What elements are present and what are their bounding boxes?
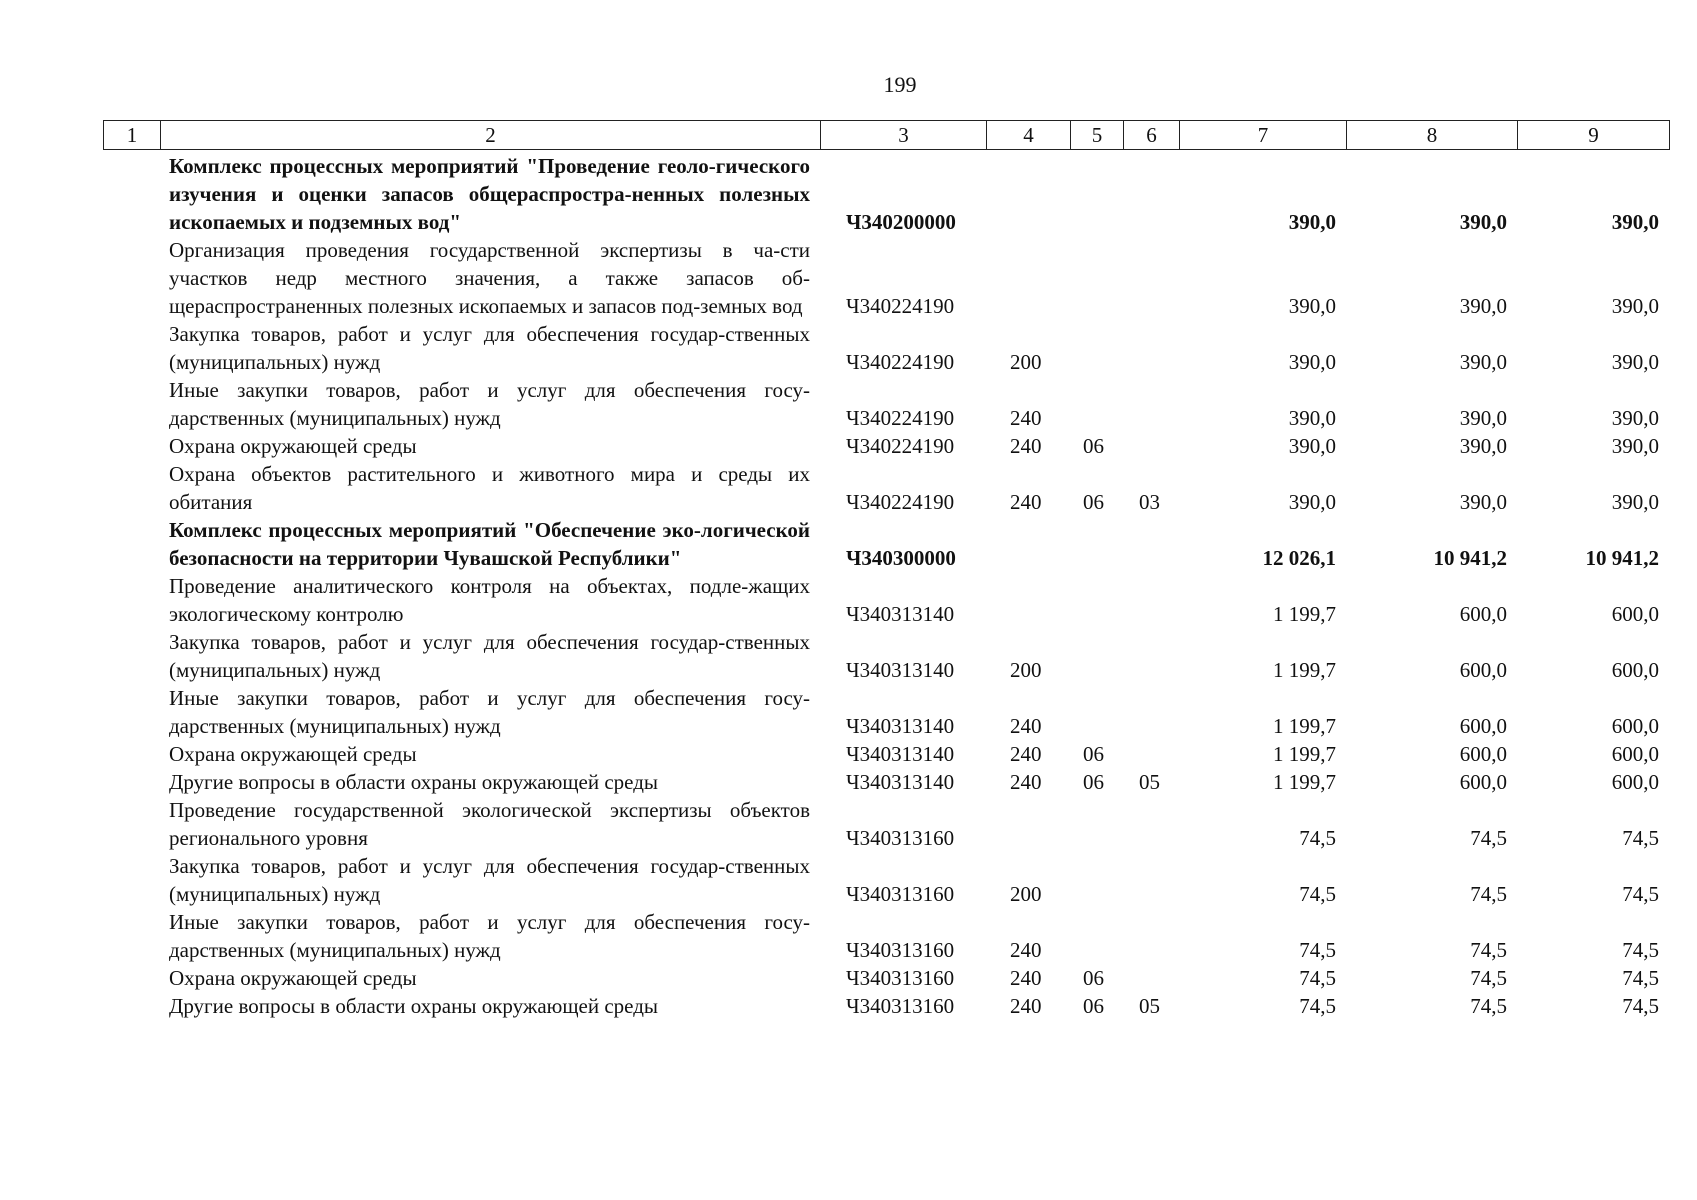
amount-col-7: 390,0: [1288, 210, 1336, 234]
amount-col-8: 390,0: [1459, 490, 1507, 514]
expense-type-code: [986, 796, 1070, 852]
budget-table: [103, 152, 1669, 1020]
section-code: 06: [1083, 490, 1104, 514]
target-article-code: Ч340224190: [846, 294, 955, 318]
expense-name: Комплекс процессных мероприятий "Проведение геоло-гического изучения и оценки запасов общераспростра-ненных полезных ископаемых и подземных вод": [169, 154, 810, 234]
column-number-1: 1: [104, 121, 161, 150]
section-code: [1070, 152, 1123, 236]
section-code: 06: [1083, 966, 1104, 990]
section-code: [1070, 908, 1123, 964]
amount-col-9: 600,0: [1611, 602, 1659, 626]
column-number-4: 4: [987, 121, 1071, 150]
expense-name: Иные закупки товаров, работ и услуг для обеспечения госу-дарственных (муниципальных) нужд: [169, 686, 810, 738]
subsection-code: 05: [1139, 994, 1160, 1018]
amount-col-9: 10 941,2: [1585, 546, 1659, 570]
expense-type-code: [986, 572, 1070, 628]
expense-type-code: 240: [1010, 938, 1042, 962]
table-row: [103, 460, 1669, 516]
column-number-8: 8: [1347, 121, 1518, 150]
amount-col-9: 390,0: [1611, 210, 1659, 234]
amount-col-7: 12 026,1: [1262, 546, 1336, 570]
amount-col-8: 390,0: [1459, 350, 1507, 374]
section-code: [1070, 684, 1123, 740]
table-row: [103, 964, 1669, 992]
subsection-code: [1123, 796, 1179, 852]
amount-col-7: 390,0: [1288, 490, 1336, 514]
amount-col-9: 600,0: [1611, 770, 1659, 794]
target-article-code: Ч340313140: [846, 714, 955, 738]
subsection-code: [1123, 628, 1179, 684]
expense-name: Иные закупки товаров, работ и услуг для обеспечения госу-дарственных (муниципальных) нужд: [169, 378, 810, 430]
amount-col-7: 1 199,7: [1273, 714, 1336, 738]
target-article-code: Ч340313140: [846, 742, 955, 766]
amount-col-7: 74,5: [1299, 938, 1336, 962]
section-code: [1070, 376, 1123, 432]
column-number-2: 2: [161, 121, 821, 150]
expense-type-code: 240: [1010, 490, 1042, 514]
amount-col-7: 74,5: [1299, 826, 1336, 850]
section-code: 06: [1083, 994, 1104, 1018]
column-number-header: [103, 120, 1670, 150]
target-article-code: Ч340313160: [846, 882, 955, 906]
target-article-code: Ч340224190: [846, 406, 955, 430]
amount-col-7: 390,0: [1288, 350, 1336, 374]
expense-type-code: 200: [1010, 350, 1042, 374]
expense-name: Охрана окружающей среды: [169, 434, 417, 458]
section-code: [1070, 516, 1123, 572]
expense-name: Организация проведения государственной экспертизы в ча-сти участков недр местного значения, а также запасов об-щераспространенных полезных ископаемых и запасов под-земных вод: [169, 238, 810, 318]
subsection-code: [1123, 376, 1179, 432]
expense-name: Другие вопросы в области охраны окружающей среды: [169, 994, 658, 1018]
section-code: [1070, 320, 1123, 376]
table-row: [103, 908, 1669, 964]
expense-type-code: 200: [1010, 882, 1042, 906]
table-row: [103, 852, 1669, 908]
expense-name: Проведение аналитического контроля на объектах, подле-жащих экологическому контролю: [169, 574, 810, 626]
table-row: [103, 320, 1669, 376]
amount-col-8: 74,5: [1470, 938, 1507, 962]
table-row: [103, 152, 1669, 236]
amount-col-8: 600,0: [1459, 714, 1507, 738]
amount-col-9: 74,5: [1622, 826, 1659, 850]
subsection-code: [1123, 432, 1179, 460]
subsection-code: [1123, 908, 1179, 964]
column-number-3: 3: [821, 121, 987, 150]
subsection-code: [1123, 152, 1179, 236]
expense-type-code: [986, 516, 1070, 572]
amount-col-7: 1 199,7: [1273, 602, 1336, 626]
amount-col-9: 390,0: [1611, 350, 1659, 374]
amount-col-9: 600,0: [1611, 658, 1659, 682]
target-article-code: Ч340313140: [846, 602, 955, 626]
expense-name: Закупка товаров, работ и услуг для обеспечения государ-ственных (муниципальных) нужд: [169, 322, 810, 374]
table-row: [103, 516, 1669, 572]
target-article-code: Ч340200000: [846, 210, 956, 234]
amount-col-9: 74,5: [1622, 882, 1659, 906]
section-code: 06: [1083, 434, 1104, 458]
amount-col-8: 74,5: [1470, 994, 1507, 1018]
expense-type-code: 240: [1010, 742, 1042, 766]
expense-type-code: 240: [1010, 406, 1042, 430]
expense-name: Закупка товаров, работ и услуг для обеспечения государ-ственных (муниципальных) нужд: [169, 854, 810, 906]
expense-name: Проведение государственной экологической экспертизы объектов регионального уровня: [169, 798, 810, 850]
subsection-code: [1123, 852, 1179, 908]
expense-type-code: 240: [1010, 714, 1042, 738]
page-number: 199: [883, 72, 917, 97]
expense-type-code: 240: [1010, 770, 1042, 794]
table-row: [103, 236, 1669, 320]
column-number-5: 5: [1071, 121, 1124, 150]
amount-col-8: 74,5: [1470, 966, 1507, 990]
table-row: [103, 796, 1669, 852]
subsection-code: [1123, 740, 1179, 768]
expense-name: Закупка товаров, работ и услуг для обеспечения государ-ственных (муниципальных) нужд: [169, 630, 810, 682]
expense-type-code: [986, 152, 1070, 236]
expense-name: Комплекс процессных мероприятий "Обеспечение эко-логической безопасности на территории Чувашской Республики": [169, 518, 810, 570]
target-article-code: Ч340313160: [846, 938, 955, 962]
table-row: [103, 376, 1669, 432]
target-article-code: Ч340313140: [846, 658, 955, 682]
expense-name: Охрана объектов растительного и животного мира и среды их обитания: [169, 462, 810, 514]
target-article-code: Ч340313160: [846, 994, 955, 1018]
section-code: [1070, 852, 1123, 908]
amount-col-8: 390,0: [1459, 434, 1507, 458]
amount-col-8: 600,0: [1459, 658, 1507, 682]
amount-col-8: 390,0: [1459, 406, 1507, 430]
amount-col-8: 74,5: [1470, 826, 1507, 850]
amount-col-8: 390,0: [1459, 294, 1507, 318]
expense-type-code: 200: [1010, 658, 1042, 682]
amount-col-9: 390,0: [1611, 490, 1659, 514]
section-code: [1070, 628, 1123, 684]
target-article-code: Ч340313160: [846, 826, 955, 850]
amount-col-7: 74,5: [1299, 882, 1336, 906]
table-row: [103, 992, 1669, 1020]
subsection-code: [1123, 684, 1179, 740]
expense-name: Охрана окружающей среды: [169, 742, 417, 766]
amount-col-8: 600,0: [1459, 742, 1507, 766]
section-code: [1070, 796, 1123, 852]
target-article-code: Ч340224190: [846, 490, 955, 514]
target-article-code: Ч340224190: [846, 350, 955, 374]
target-article-code: Ч340300000: [846, 546, 956, 570]
expense-name: Иные закупки товаров, работ и услуг для обеспечения госу-дарственных (муниципальных) нужд: [169, 910, 810, 962]
column-number-6: 6: [1124, 121, 1180, 150]
subsection-code: [1123, 964, 1179, 992]
amount-col-7: 74,5: [1299, 994, 1336, 1018]
section-code: 06: [1083, 742, 1104, 766]
amount-col-8: 600,0: [1459, 602, 1507, 626]
table-row: [103, 684, 1669, 740]
table-row: [103, 432, 1669, 460]
amount-col-7: 390,0: [1288, 294, 1336, 318]
subsection-code: [1123, 572, 1179, 628]
table-row: [103, 768, 1669, 796]
amount-col-9: 74,5: [1622, 966, 1659, 990]
expense-type-code: [986, 236, 1070, 320]
amount-col-9: 600,0: [1611, 742, 1659, 766]
subsection-code: [1123, 236, 1179, 320]
amount-col-9: 390,0: [1611, 434, 1659, 458]
amount-col-7: 390,0: [1288, 406, 1336, 430]
subsection-code: [1123, 516, 1179, 572]
expense-name: Другие вопросы в области охраны окружающей среды: [169, 770, 658, 794]
subsection-code: [1123, 320, 1179, 376]
amount-col-8: 390,0: [1459, 210, 1507, 234]
expense-name: Охрана окружающей среды: [169, 966, 417, 990]
amount-col-9: 390,0: [1611, 294, 1659, 318]
amount-col-7: 1 199,7: [1273, 658, 1336, 682]
column-number-9: 9: [1518, 121, 1670, 150]
amount-col-9: 390,0: [1611, 406, 1659, 430]
amount-col-7: 74,5: [1299, 966, 1336, 990]
expense-type-code: 240: [1010, 966, 1042, 990]
amount-col-9: 600,0: [1611, 714, 1659, 738]
table-row: [103, 572, 1669, 628]
amount-col-9: 74,5: [1622, 938, 1659, 962]
amount-col-8: 10 941,2: [1433, 546, 1507, 570]
section-code: 06: [1083, 770, 1104, 794]
amount-col-8: 74,5: [1470, 882, 1507, 906]
section-code: [1070, 572, 1123, 628]
table-row: [103, 628, 1669, 684]
target-article-code: Ч340224190: [846, 434, 955, 458]
amount-col-7: 1 199,7: [1273, 770, 1336, 794]
table-row: [103, 740, 1669, 768]
subsection-code: 05: [1139, 770, 1160, 794]
target-article-code: Ч340313140: [846, 770, 955, 794]
column-number-7: 7: [1180, 121, 1347, 150]
subsection-code: 03: [1139, 490, 1160, 514]
amount-col-8: 600,0: [1459, 770, 1507, 794]
amount-col-7: 1 199,7: [1273, 742, 1336, 766]
amount-col-9: 74,5: [1622, 994, 1659, 1018]
section-code: [1070, 236, 1123, 320]
amount-col-7: 390,0: [1288, 434, 1336, 458]
expense-type-code: 240: [1010, 994, 1042, 1018]
expense-type-code: 240: [1010, 434, 1042, 458]
target-article-code: Ч340313160: [846, 966, 955, 990]
